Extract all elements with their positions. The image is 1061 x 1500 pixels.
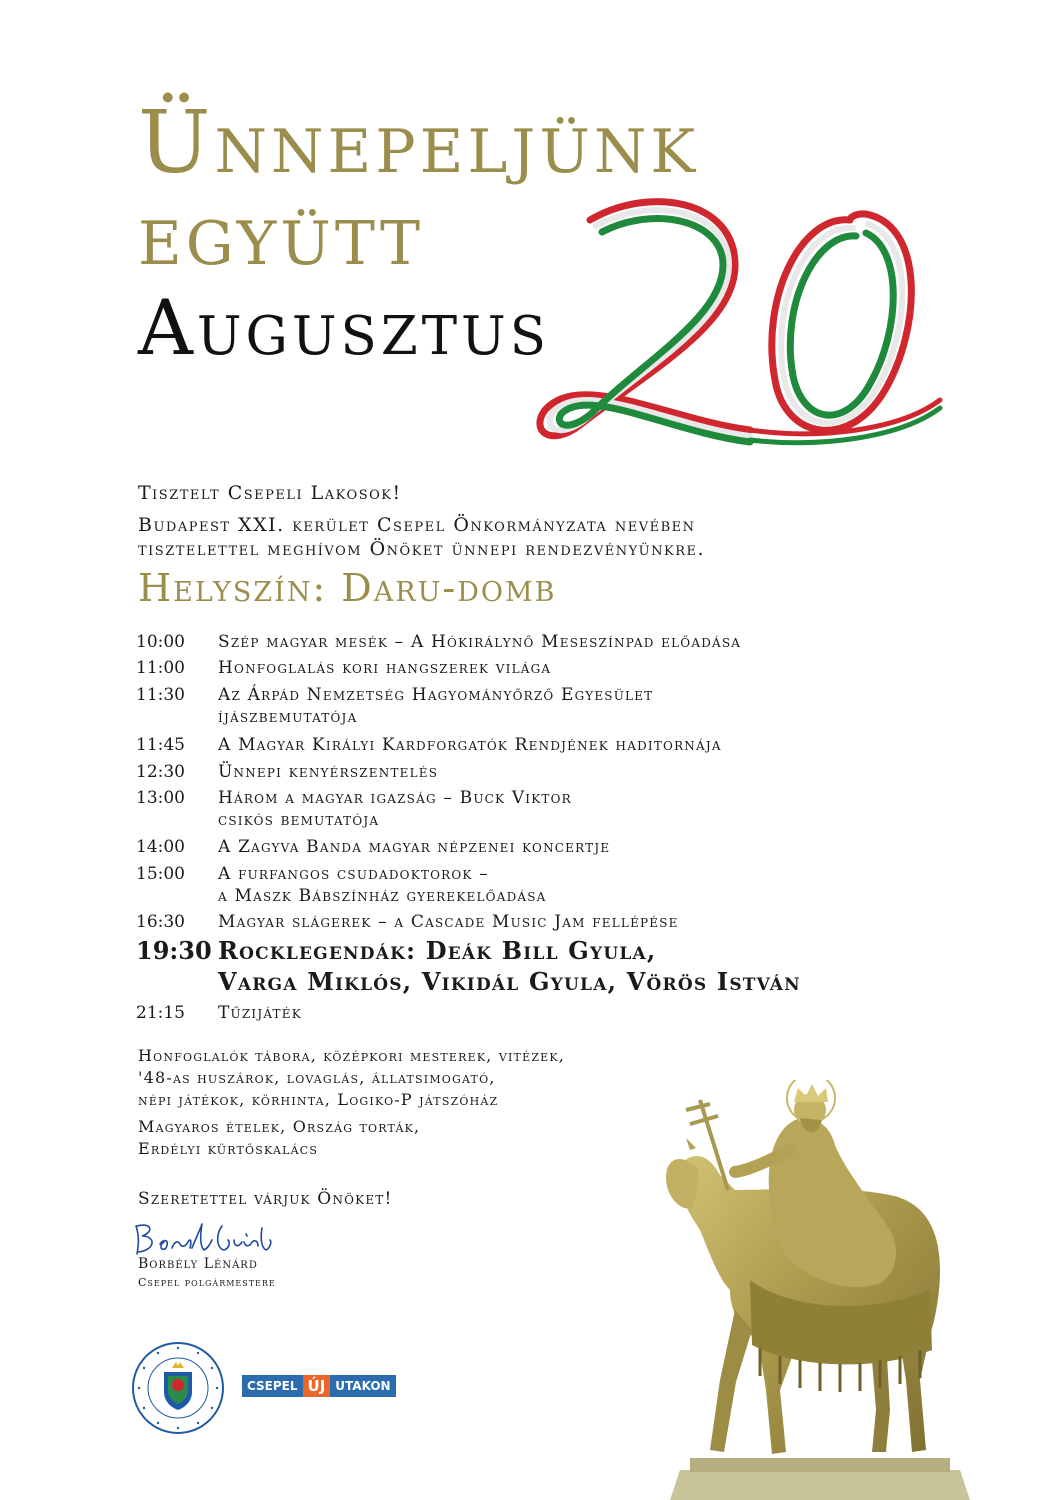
program-time: 14:00 — [136, 837, 185, 857]
program-desc: A Magyar Királyi Kardforgatók Rendjének haditornája — [218, 735, 722, 755]
program-time: 15:00 — [136, 864, 185, 884]
program-desc: Az Árpád Nemzetség Hagyományőrző Egyesület — [218, 685, 654, 705]
program-time: 13:00 — [136, 788, 185, 808]
closing-text: Szeretettel várjuk Önöket! — [138, 1189, 393, 1209]
invitation-line-2: tisztelettel meghívom Önöket ünnepi rendezvényünkre. — [138, 538, 706, 560]
extras-line-2: '48-as huszárok, lovaglás, állatsimogató, — [138, 1068, 496, 1087]
venue-heading: Helyszín: Daru-domb — [138, 566, 557, 610]
extras-line-1: Honfoglalók tábora, középkori mesterek, vitézek, — [138, 1046, 566, 1065]
ribbon-20-graphic — [520, 190, 950, 460]
logo-part-csepel: CSEPEL — [242, 1375, 303, 1397]
program-desc: Honfoglalás kori hangszerek világa — [218, 658, 552, 678]
signature-image — [130, 1218, 280, 1260]
title-line-2: együtt — [138, 185, 425, 285]
mayor-name: Borbély Lénárd — [138, 1256, 258, 1272]
program-desc-cont: a Maszk Bábszínház gyerekelőadása — [218, 886, 547, 906]
title-line-1: Ünnepeljünk — [138, 93, 700, 193]
program-time: 16:30 — [136, 912, 185, 932]
program-desc-cont: íjászbemutatója — [218, 707, 358, 727]
extras-line-5: Erdélyi kürtőskalács — [138, 1139, 319, 1158]
program-desc: Magyar slágerek – a Cascade Music Jam fellépése — [218, 912, 679, 932]
program-desc: Szép magyar mesék – A Hókirálynő Meseszínpad előadása — [218, 632, 742, 652]
program-time: 11:30 — [136, 685, 185, 705]
program-desc: Három a magyar igazság – Buck Viktor — [218, 788, 572, 808]
program-desc: Tűzijáték — [218, 1003, 302, 1023]
program-desc: A Zagyva Banda magyar népzenei koncertje — [218, 837, 611, 857]
program-desc-cont: csikós bemutatója — [218, 810, 380, 830]
csepel-seal-logo — [130, 1340, 226, 1436]
logo-part-uj: ÚJ — [303, 1375, 331, 1397]
program-time: 21:15 — [136, 1003, 185, 1023]
program-time: 11:45 — [136, 735, 185, 755]
equestrian-statue-image — [640, 1080, 980, 1500]
program-desc-cont: Varga Miklós, Vikidál Gyula, Vörös István — [218, 967, 801, 996]
program-time: 19:30 — [136, 936, 212, 965]
logo-part-utakon: UTAKON — [330, 1375, 395, 1397]
extras-line-3: népi játékok, körhinta, Logiko-P játszóház — [138, 1090, 499, 1109]
csepel-uj-utakon-logo — [242, 1375, 396, 1397]
program-time: 10:00 — [136, 632, 185, 652]
program-time: 11:00 — [136, 658, 185, 678]
extras-line-4: Magyaros ételek, Ország torták, — [138, 1117, 421, 1136]
mayor-title: Csepel polgármestere — [138, 1276, 276, 1289]
program-time: 12:30 — [136, 762, 185, 782]
program-desc: A furfangos csudadoktorok – — [218, 864, 489, 884]
invitation-line-1: Budapest XXI. kerület Csepel Önkormányzata nevében — [138, 514, 696, 536]
title-line-3: Augusztus — [138, 283, 551, 372]
program-desc: Ünnepi kenyérszentelés — [218, 762, 439, 782]
greeting: Tisztelt Csepeli Lakosok! — [138, 482, 402, 504]
program-desc: Rocklegendák: Deák Bill Gyula, — [218, 936, 657, 965]
